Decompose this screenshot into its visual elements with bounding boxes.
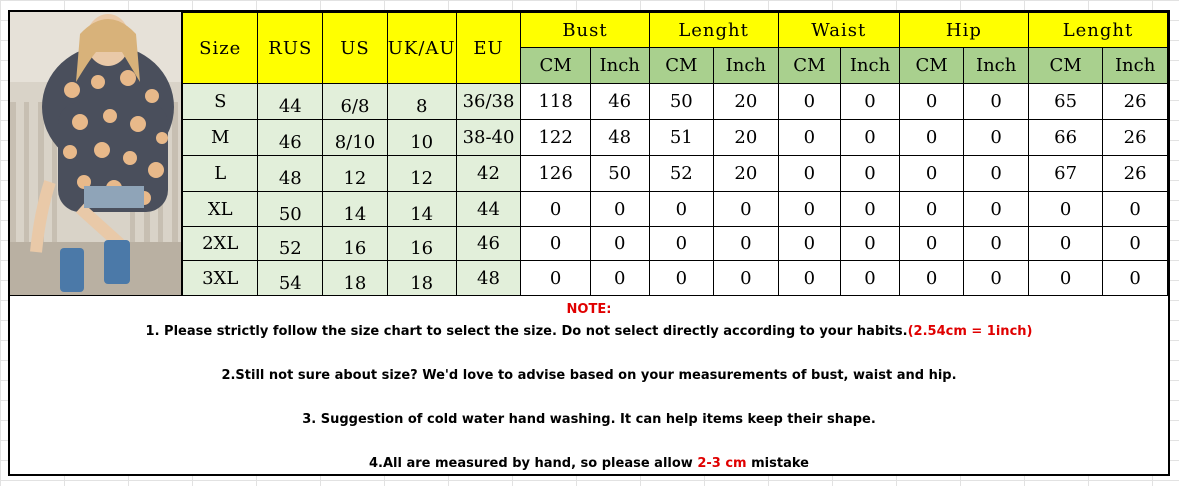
note-line-4 bbox=[10, 456, 1168, 471]
cell-measure: 0 bbox=[521, 192, 590, 227]
cell-size: 2XL bbox=[183, 227, 258, 261]
notes-section bbox=[10, 296, 1168, 474]
cell-measure: 0 bbox=[841, 192, 900, 227]
cell-size: M bbox=[183, 120, 258, 156]
cell-measure: 0 bbox=[778, 261, 841, 296]
cell-measure: 118 bbox=[521, 84, 590, 120]
cell-measure: 20 bbox=[714, 84, 779, 120]
cell-measure: 0 bbox=[899, 84, 963, 120]
size-table bbox=[182, 12, 1168, 296]
cell-measure: 0 bbox=[649, 192, 713, 227]
cell-size: XL bbox=[183, 192, 258, 227]
cell-measure: 66 bbox=[1028, 120, 1102, 156]
cell-ukau: 14 bbox=[387, 192, 456, 227]
note-line-2: 2.Still not sure about size? We'd love to advise based on your measurements of bust, waist and hip. bbox=[221, 368, 957, 383]
cell-eu: 36/38 bbox=[456, 84, 521, 120]
cell-measure: 0 bbox=[899, 261, 963, 296]
unit-cm: CM bbox=[778, 48, 841, 84]
cell-measure: 0 bbox=[1028, 192, 1102, 227]
cell-measure: 0 bbox=[1103, 227, 1168, 261]
header-length: Lenght bbox=[649, 13, 778, 48]
cell-rus: 44 bbox=[258, 84, 323, 120]
cell-measure: 26 bbox=[1103, 84, 1168, 120]
cell-measure: 0 bbox=[899, 156, 963, 192]
cell-measure: 0 bbox=[964, 261, 1029, 296]
note-line-3: 3. Suggestion of cold water hand washing. It can help items keep their shape. bbox=[302, 412, 876, 427]
cell-measure: 0 bbox=[590, 261, 649, 296]
cell-ukau: 10 bbox=[387, 120, 456, 156]
table-row bbox=[183, 192, 1168, 227]
cell-eu: 42 bbox=[456, 156, 521, 192]
cell-measure: 122 bbox=[521, 120, 590, 156]
cell-us: 16 bbox=[323, 227, 388, 261]
product-photo bbox=[10, 12, 182, 296]
cell-ukau: 16 bbox=[387, 227, 456, 261]
header-length-2: Lenght bbox=[1028, 13, 1167, 48]
cell-rus: 52 bbox=[258, 227, 323, 261]
header-eu: EU bbox=[456, 13, 521, 84]
cell-ukau: 8 bbox=[387, 84, 456, 120]
cell-us: 6/8 bbox=[323, 84, 388, 120]
unit-cm: CM bbox=[649, 48, 713, 84]
cell-measure: 50 bbox=[649, 84, 713, 120]
note-line-1-text: 1. Please strictly follow the size chart to select the size. Do not select directly according to your habits. bbox=[145, 324, 908, 339]
cell-measure: 0 bbox=[841, 84, 900, 120]
cell-measure: 0 bbox=[778, 84, 841, 120]
cell-ukau: 18 bbox=[387, 261, 456, 296]
cell-measure: 52 bbox=[649, 156, 713, 192]
cell-measure: 0 bbox=[964, 192, 1029, 227]
unit-inch: Inch bbox=[964, 48, 1029, 84]
cell-measure: 0 bbox=[964, 84, 1029, 120]
cell-us: 18 bbox=[323, 261, 388, 296]
cell-rus: 48 bbox=[258, 156, 323, 192]
cell-measure: 0 bbox=[590, 192, 649, 227]
cell-measure: 0 bbox=[899, 120, 963, 156]
cell-eu: 44 bbox=[456, 192, 521, 227]
header-size: Size bbox=[183, 13, 258, 84]
note-line-4-text: 4.All are measured by hand, so please allow bbox=[369, 456, 698, 471]
note-line-4-end: mistake bbox=[746, 456, 809, 471]
cell-size: S bbox=[183, 84, 258, 120]
table-row bbox=[183, 84, 1168, 120]
cell-measure: 0 bbox=[964, 227, 1029, 261]
cell-measure: 48 bbox=[590, 120, 649, 156]
cell-measure: 0 bbox=[899, 227, 963, 261]
cell-measure: 0 bbox=[714, 261, 779, 296]
cell-measure: 0 bbox=[1103, 192, 1168, 227]
cell-us: 8/10 bbox=[323, 120, 388, 156]
unit-inch: Inch bbox=[714, 48, 779, 84]
cell-measure: 0 bbox=[841, 261, 900, 296]
cell-us: 12 bbox=[323, 156, 388, 192]
size-rows bbox=[183, 84, 1168, 296]
note-line-1-conversion: (2.54cm = 1inch) bbox=[907, 324, 1033, 339]
header-bust: Bust bbox=[521, 13, 649, 48]
unit-cm: CM bbox=[1028, 48, 1102, 84]
unit-cm: CM bbox=[521, 48, 590, 84]
cell-measure: 0 bbox=[841, 120, 900, 156]
unit-inch: Inch bbox=[841, 48, 900, 84]
cell-measure: 0 bbox=[1028, 227, 1102, 261]
table-row bbox=[183, 120, 1168, 156]
table-row bbox=[183, 156, 1168, 192]
cell-measure: 0 bbox=[649, 261, 713, 296]
cell-measure: 0 bbox=[521, 261, 590, 296]
note-title: NOTE: bbox=[566, 302, 612, 317]
cell-measure: 20 bbox=[714, 120, 779, 156]
cell-measure: 0 bbox=[1103, 261, 1168, 296]
cell-measure: 0 bbox=[1028, 261, 1102, 296]
cell-size: L bbox=[183, 156, 258, 192]
note-line-4-range: 2-3 cm bbox=[697, 456, 747, 471]
cell-rus: 50 bbox=[258, 192, 323, 227]
header-us: US bbox=[323, 13, 388, 84]
header-rus: RUS bbox=[258, 13, 323, 84]
cell-measure: 0 bbox=[778, 192, 841, 227]
table-row bbox=[183, 261, 1168, 296]
unit-inch: Inch bbox=[1103, 48, 1168, 84]
cell-measure: 126 bbox=[521, 156, 590, 192]
unit-cm: CM bbox=[899, 48, 963, 84]
cell-measure: 0 bbox=[964, 156, 1029, 192]
cell-measure: 46 bbox=[590, 84, 649, 120]
cell-measure: 0 bbox=[649, 227, 713, 261]
cell-measure: 26 bbox=[1103, 120, 1168, 156]
cell-measure: 0 bbox=[841, 156, 900, 192]
cell-rus: 46 bbox=[258, 120, 323, 156]
cell-measure: 50 bbox=[590, 156, 649, 192]
cell-measure: 65 bbox=[1028, 84, 1102, 120]
model-image bbox=[10, 12, 182, 296]
cell-eu: 48 bbox=[456, 261, 521, 296]
cell-eu: 38-40 bbox=[456, 120, 521, 156]
cell-measure: 0 bbox=[964, 120, 1029, 156]
cell-measure: 0 bbox=[590, 227, 649, 261]
cell-us: 14 bbox=[323, 192, 388, 227]
cell-rus: 54 bbox=[258, 261, 323, 296]
note-line-1 bbox=[10, 324, 1168, 339]
unit-inch: Inch bbox=[590, 48, 649, 84]
cell-measure: 0 bbox=[841, 227, 900, 261]
cell-measure: 0 bbox=[714, 227, 779, 261]
cell-measure: 0 bbox=[899, 192, 963, 227]
header-hip: Hip bbox=[899, 13, 1028, 48]
cell-ukau: 12 bbox=[387, 156, 456, 192]
cell-measure: 20 bbox=[714, 156, 779, 192]
cell-size: 3XL bbox=[183, 261, 258, 296]
cell-measure: 0 bbox=[778, 227, 841, 261]
header-ukau: UK/AU bbox=[387, 13, 456, 84]
cell-eu: 46 bbox=[456, 227, 521, 261]
header-waist: Waist bbox=[778, 13, 899, 48]
table-row bbox=[183, 227, 1168, 261]
cell-measure: 26 bbox=[1103, 156, 1168, 192]
cell-measure: 67 bbox=[1028, 156, 1102, 192]
cell-measure: 0 bbox=[714, 192, 779, 227]
cell-measure: 51 bbox=[649, 120, 713, 156]
cell-measure: 0 bbox=[521, 227, 590, 261]
cell-measure: 0 bbox=[778, 120, 841, 156]
size-chart-sheet bbox=[8, 10, 1170, 476]
cell-measure: 0 bbox=[778, 156, 841, 192]
